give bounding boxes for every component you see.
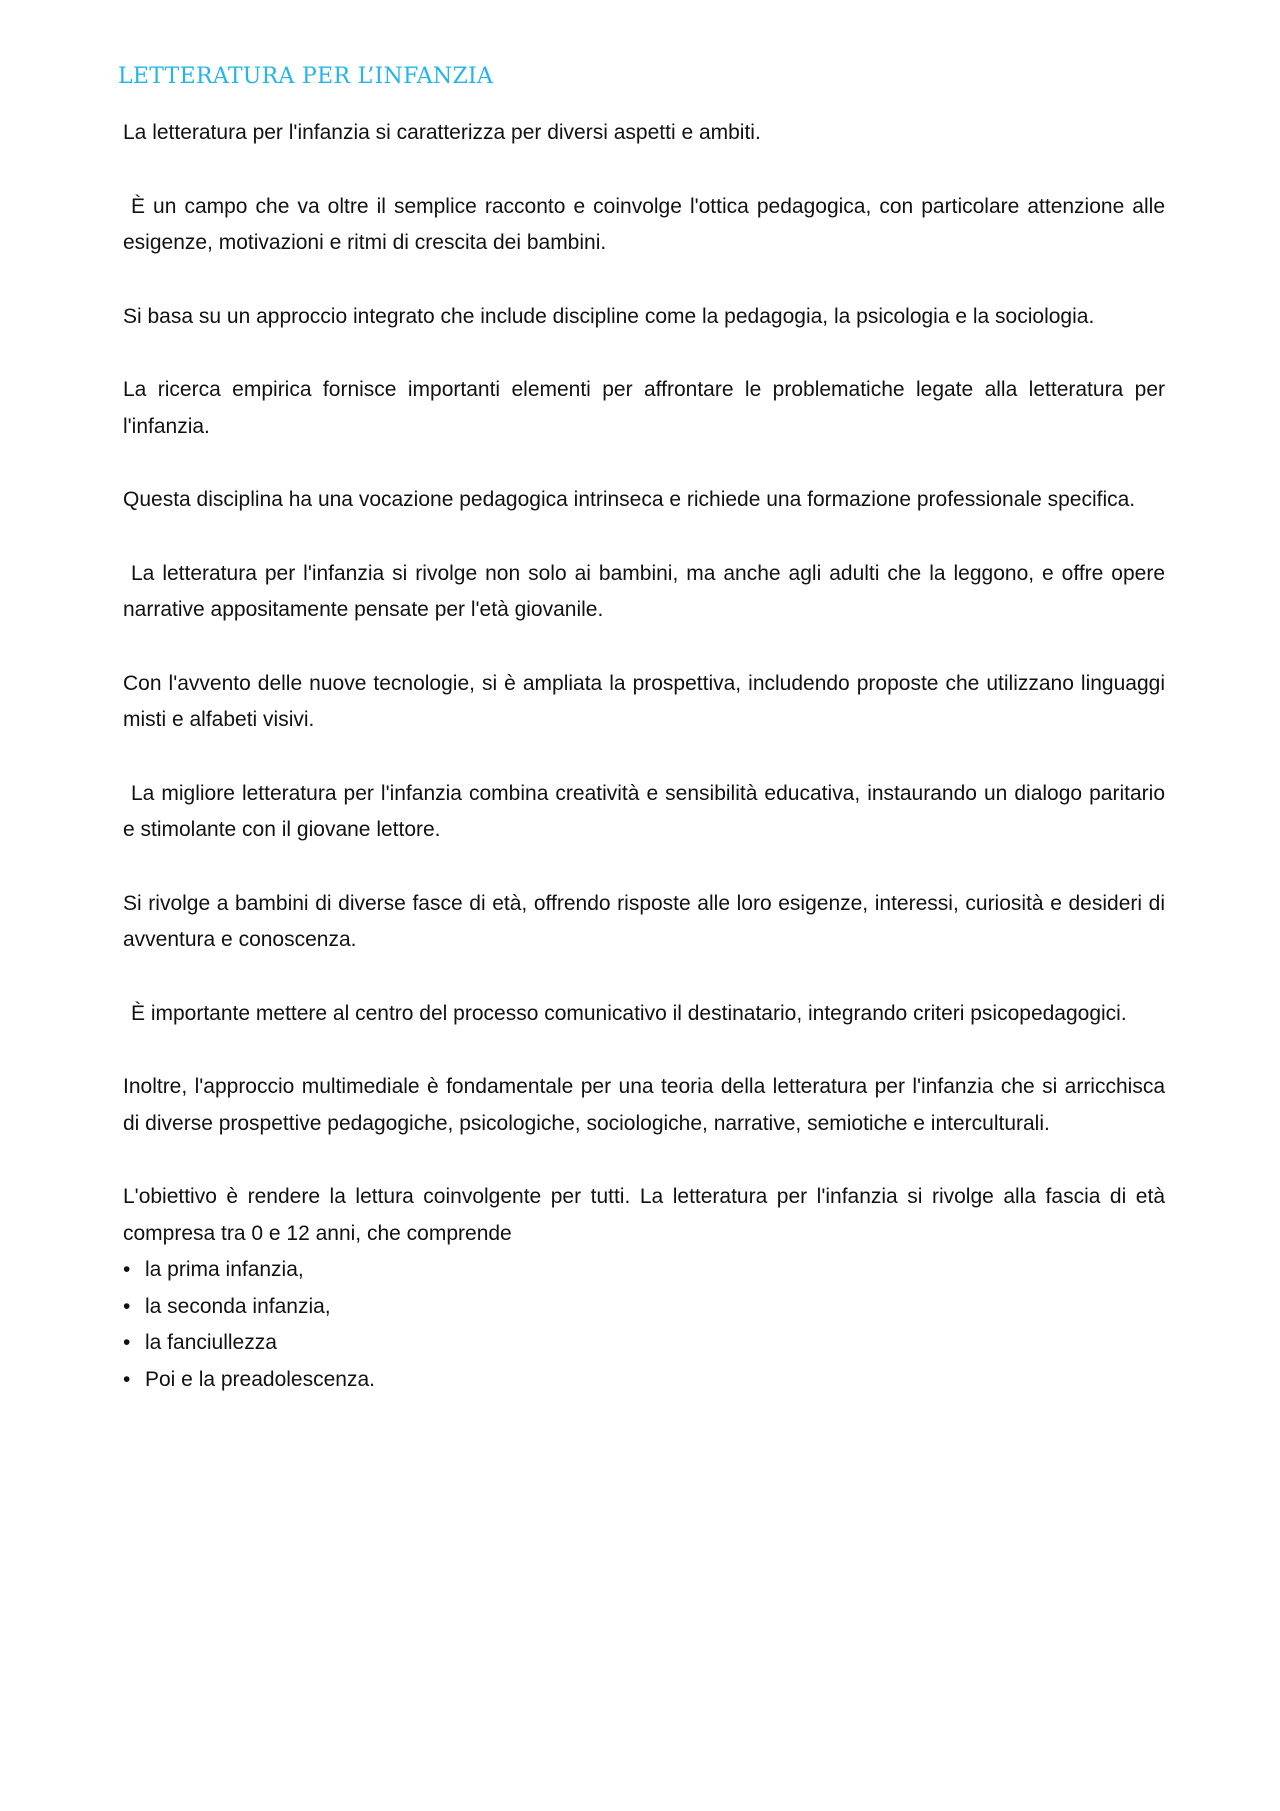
list-item-text: la fanciullezza <box>145 1331 277 1354</box>
list-item-text: Poi e la preadolescenza. <box>145 1367 375 1391</box>
paragraph: La migliore letteratura per l'infanzia combina creatività e sensibilità educativa, instaurando un dialogo paritario e stimolante con il giovane lettore. <box>123 781 1165 841</box>
list-item-text: la seconda infanzia, <box>145 1294 331 1318</box>
paragraph: La ricerca empirica fornisce importanti elementi per affrontare le problematiche legate alla letteratura per l'infanzia. <box>123 378 1165 438</box>
paragraph: La letteratura per l'infanzia si rivolge non solo ai bambini, ma anche agli adulti che la leggono, e offre opere narrative appositamente pensate per l'età giovanile. <box>123 561 1165 621</box>
bullet-icon: • <box>123 1367 131 1391</box>
paragraph: È importante mettere al centro del processo comunicativo il destinatario, integrando criteri psicopedagogici. <box>131 1001 1127 1025</box>
bullet-icon: • <box>123 1331 131 1354</box>
document-title: LETTERATURA PER L’INFANZIA <box>118 64 494 89</box>
bullet-icon: • <box>123 1294 131 1318</box>
paragraph: È un campo che va oltre il semplice racconto e coinvolge l'ottica pedagogica, con particolare attenzione alle esigenze, motivazioni e ritmi di crescita dei bambini. <box>123 194 1165 254</box>
list-item <box>123 1362 1165 1399</box>
age-range-list <box>123 1252 1165 1398</box>
document-body <box>123 115 1165 1398</box>
list-item-text: la prima infanzia, <box>145 1258 304 1281</box>
paragraph: Inoltre, l'approccio multimediale è fondamentale per una teoria della letteratura per l'infanzia che si arricchisca di diverse prospettive pedagogiche, psicologiche, sociologiche, narrative, semiotiche e interculturali. <box>123 1075 1165 1135</box>
bullet-icon: • <box>123 1258 131 1281</box>
paragraph: Si rivolge a bambini di diverse fasce di età, offrendo risposte alle loro esigenze, interessi, curiosità e desideri di avventura e conoscenza. <box>123 891 1165 951</box>
list-item <box>123 1252 1165 1289</box>
paragraph: Si basa su un approccio integrato che include discipline come la pedagogia, la psicologia e la sociologia. <box>123 304 1095 328</box>
paragraph: Questa disciplina ha una vocazione pedagogica intrinseca e richiede una formazione professionale specifica. <box>123 488 1136 511</box>
list-item <box>123 1325 1165 1362</box>
list-item <box>123 1289 1165 1326</box>
paragraph: Con l'avvento delle nuove tecnologie, si è ampliata la prospettiva, includendo proposte che utilizzano linguaggi misti e alfabeti visivi. <box>123 671 1165 731</box>
paragraph: L'obiettivo è rendere la lettura coinvolgente per tutti. La letteratura per l'infanzia si rivolge alla fascia di età compresa tra 0 e 12 anni, che comprende <box>123 1185 1165 1245</box>
paragraph: La letteratura per l'infanzia si caratterizza per diversi aspetti e ambiti. <box>123 121 761 144</box>
